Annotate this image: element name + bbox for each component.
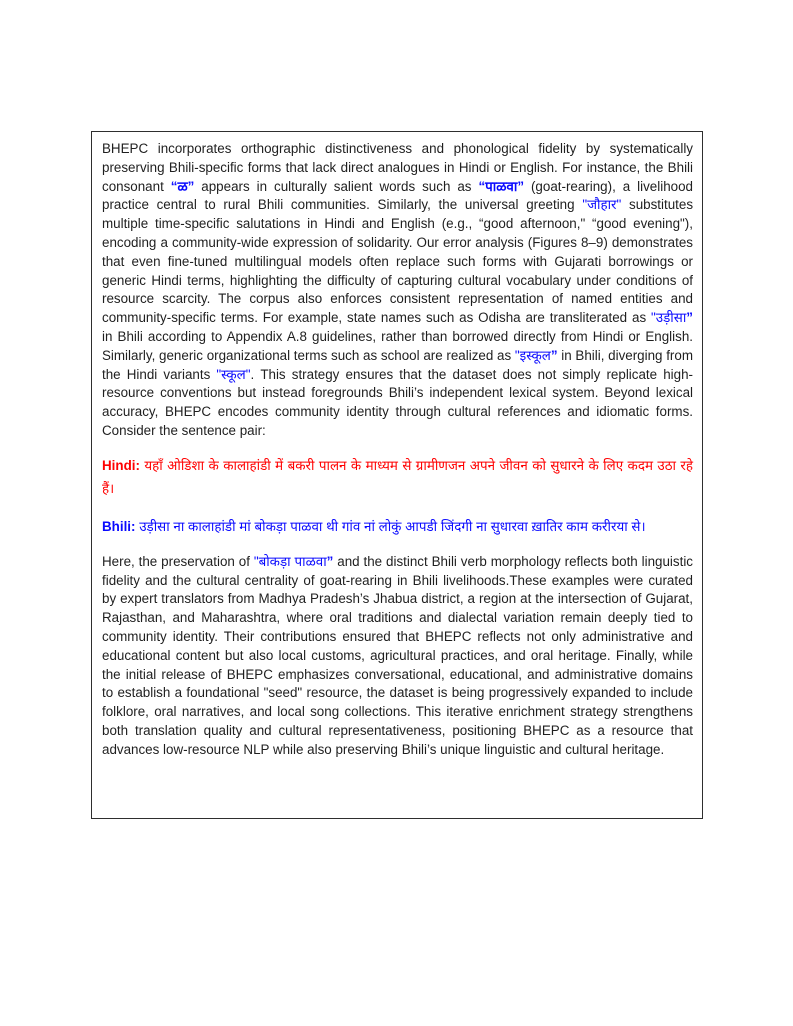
text-run: “ळ” [170,178,195,194]
text-run: "जौहार" [582,197,622,213]
text-run: BHEPC incorporates orthographic distinctiveness and phonological fidelity by systematically preserving Bhili-specific forms that lack direct analogues in Hindi or English. For instance, the Bhili consonant [102,141,693,194]
text-run: "स्कूल" [216,366,251,382]
framed-text-box [91,131,703,819]
text-run: and the distinct Bhili verb morphology reflects both linguistic fidelity and the cultural centrality of goat-rearing in Bhili livelihoods.These examples were curated by expert translators from Madhya Pradesh’s Jhabua district, a region at the intersection of Gujarat, Rajasthan, and Maharashtra, where oral traditions and dialectal variation remain deeply tied to community identity. Their contributions ensured that BHEPC reflects not only administrative and educational content but also local customs, agricultural practices, and oral heritage. Finally, while the initial release of BHEPC emphasizes conversational, educational, and administrative domains to establish a foundational "seed" resource, the dataset is being progressively expanded to include folklore, oral narratives, and local song collections. This iterative enrichment strategy strengthens both translation quality and cultural representativeness, positioning BHEPC as a resource that advances low-resource NLP while also preserving Bhili’s unique linguistic and cultural heritage. [102,553,693,757]
text-run: . This strategy ensures that the dataset does not simply replicate high-resource conventions but instead foregrounds Bhili’s independent lexical system. Beyond lexical accuracy, BHEPC encodes community identity through cultural references and idiomatic forms. Consider the sentence pair: [102,366,693,438]
text-run: appears in culturally salient words such as [194,178,479,194]
hindi-sentence [102,454,693,500]
text-run: in Bhili according to Appendix A.8 guidelines, rather than borrowed directly from Hindi or English. Similarly, generic organizational terms such as school are realized as [102,328,693,363]
text-run: "बोकड़ा पाळवा [253,553,327,569]
text-run: Bhili: [102,518,136,534]
text-run: Hindi: [102,457,140,473]
text-run: उड़ीसा ना कालाहांडी मां बोकड़ा पाळवा थी गांव नां लोकुं आपडी जिंदगी ना सुधारवा ख़ातिर काम करीरया से। [135,518,646,534]
text-run: Here, the preservation of [102,553,254,569]
bhili-sentence [102,515,693,538]
text-run: (goat-rearing), a livelihood practice central to rural Bhili communities. Similarly, the universal greeting [102,178,693,213]
closing-paragraph [102,553,693,760]
text-run: ” [686,310,693,326]
text-run: ” [550,347,558,363]
intro-paragraph [102,140,693,441]
paragraphs-container [102,140,693,760]
text-run: “पाळवा” [478,178,525,194]
text-run: in Bhili, diverging from the Hindi variants [102,347,693,382]
text-run: यहाँ ओडिशा के कालाहांडी में बकरी पालन के माध्यम से ग्रामीणजन अपने जीवन को सुधारने के लिए कदम उठा रहे हैं। [102,457,693,496]
text-run: ” [326,553,334,569]
text-run: substitutes multiple time-specific salutations in Hindi and English (e.g., “good afternoon," “good evening"), encoding a community-wide expression of solidarity. Our error analysis (Figures 8–9) demonstrates that even fine-tuned multilingual models often replace such forms with Gujarati borrowings or generic Hindi terms, highlighting the difficulty of capturing cultural vocabulary under conditions of resource scarcity. The corpus also enforces consistent representation of named entities and community-specific terms. For example, state names such as Odisha are transliterated as [102,197,694,326]
text-run: "उड़ीसा [651,310,687,326]
text-run: "इस्कूल [514,347,551,363]
